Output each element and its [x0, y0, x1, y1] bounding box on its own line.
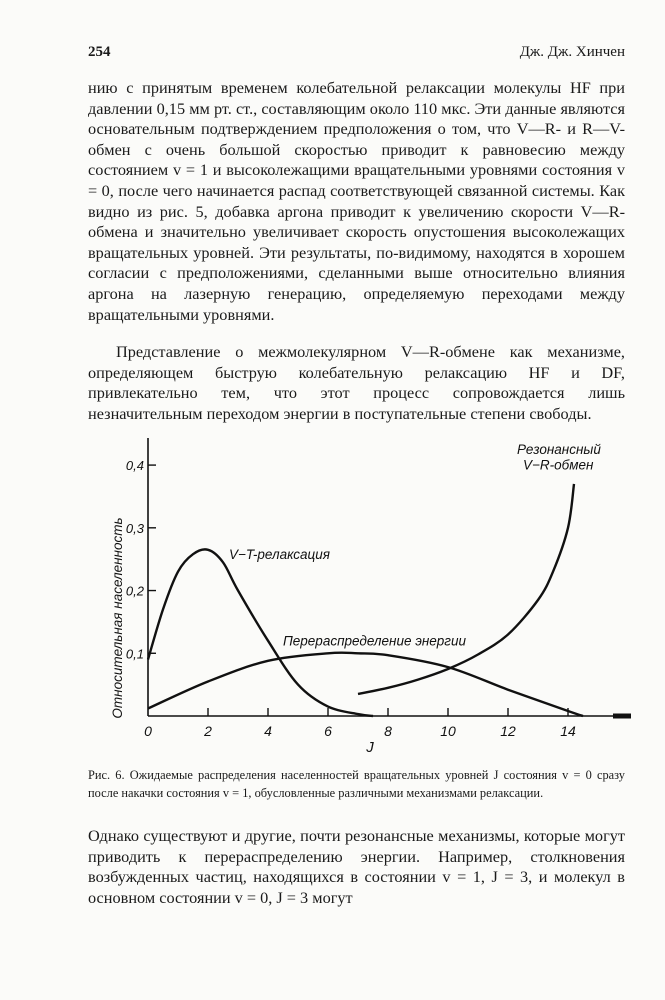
x-tick-label: 8 [384, 723, 392, 739]
x-tick-label: 0 [144, 723, 152, 739]
vt-relaxation-label: V−T-релаксация [229, 547, 330, 563]
paragraph-3-text: Однако существуют и другие, почти резонансные механизмы, которые могут приводить к перераспределению энергии. Например, столкновения возбужденных частиц, находящихся в состоянии v = 1, J = 3, и молекул в основном состоянии v = 0, J = 3 могут [88, 826, 625, 907]
x-tick-label: 2 [204, 723, 212, 739]
x-tick-label: 14 [560, 723, 576, 739]
y-tick-label: 0,3 [125, 520, 144, 536]
paragraph-3 [88, 826, 625, 908]
figure-caption: Рис. 6. Ожидаемые распределения населенностей вращательных уровней J состояния v = 0 сразу после накачки состояния v = 1, обусловленные различными механизмами релаксации. [88, 768, 625, 800]
resonant-vr-exchange-curve [358, 484, 574, 694]
y-tick-label: 0,1 [125, 646, 144, 662]
x-tick-label: 4 [264, 723, 272, 739]
y-tick-label: 0,2 [125, 583, 144, 599]
paragraph-1-text: нию с принятым временем колебательной релаксации молекулы HF при давлении 0,15 мм рт. ст., составляющим около 110 мкс. Эти данные являются основательным подтверждением предположения о том, что V—R- и R—V-обмен с очень большой скоростью приводит к равновесию между состоянием v = 1 и высоколежащими вращательными уровнями состояния v = 0, после чего начинается распад соответствующей связанной системы. Как видно из рис. 5, добавка аргона приводит к увеличению скорости V—R-обмена и значительно увеличивает скорость опустошения высоколежащих вращательных уровней. Эти результаты, по-видимому, находятся в хорошем согласии с предположениями, сделанными выше относительно влияния аргона на лазерную генерацию, определяемую переходами между вращательными уровнями. [88, 78, 625, 324]
x-axis-label: J [366, 739, 374, 756]
energy-redistribution-label: Перераспределение энергии [283, 633, 466, 649]
population-chart [88, 430, 648, 760]
x-tick-label: 6 [324, 723, 332, 739]
x-tick-label: 12 [500, 723, 516, 739]
page-number: 254 [88, 44, 111, 60]
resonant-label-line2: V−R-обмен [523, 457, 594, 473]
resonant-label-line1: Резонансный [517, 441, 601, 457]
y-tick-label: 0,4 [125, 458, 144, 474]
energy-redistribution-curve [148, 653, 583, 716]
paragraph-2-text: Представление о межмолекулярном V—R-обмене как механизме, определяющем быструю колебательную релаксацию HF и DF, привлекательно тем, что этот процесс сопровождается лишь незначительным переходом энергии в поступательные степени свободы. [88, 342, 625, 423]
paragraph-2 [88, 342, 625, 424]
page-header [88, 44, 625, 64]
figure-6 [88, 430, 648, 760]
x-tick-label: 10 [440, 723, 456, 739]
y-axis-label: Относительная населенность [110, 517, 125, 719]
vt-relaxation-curve [148, 549, 373, 716]
paragraph-1 [88, 78, 625, 325]
running-head: Дж. Дж. Хинчен [519, 44, 625, 60]
